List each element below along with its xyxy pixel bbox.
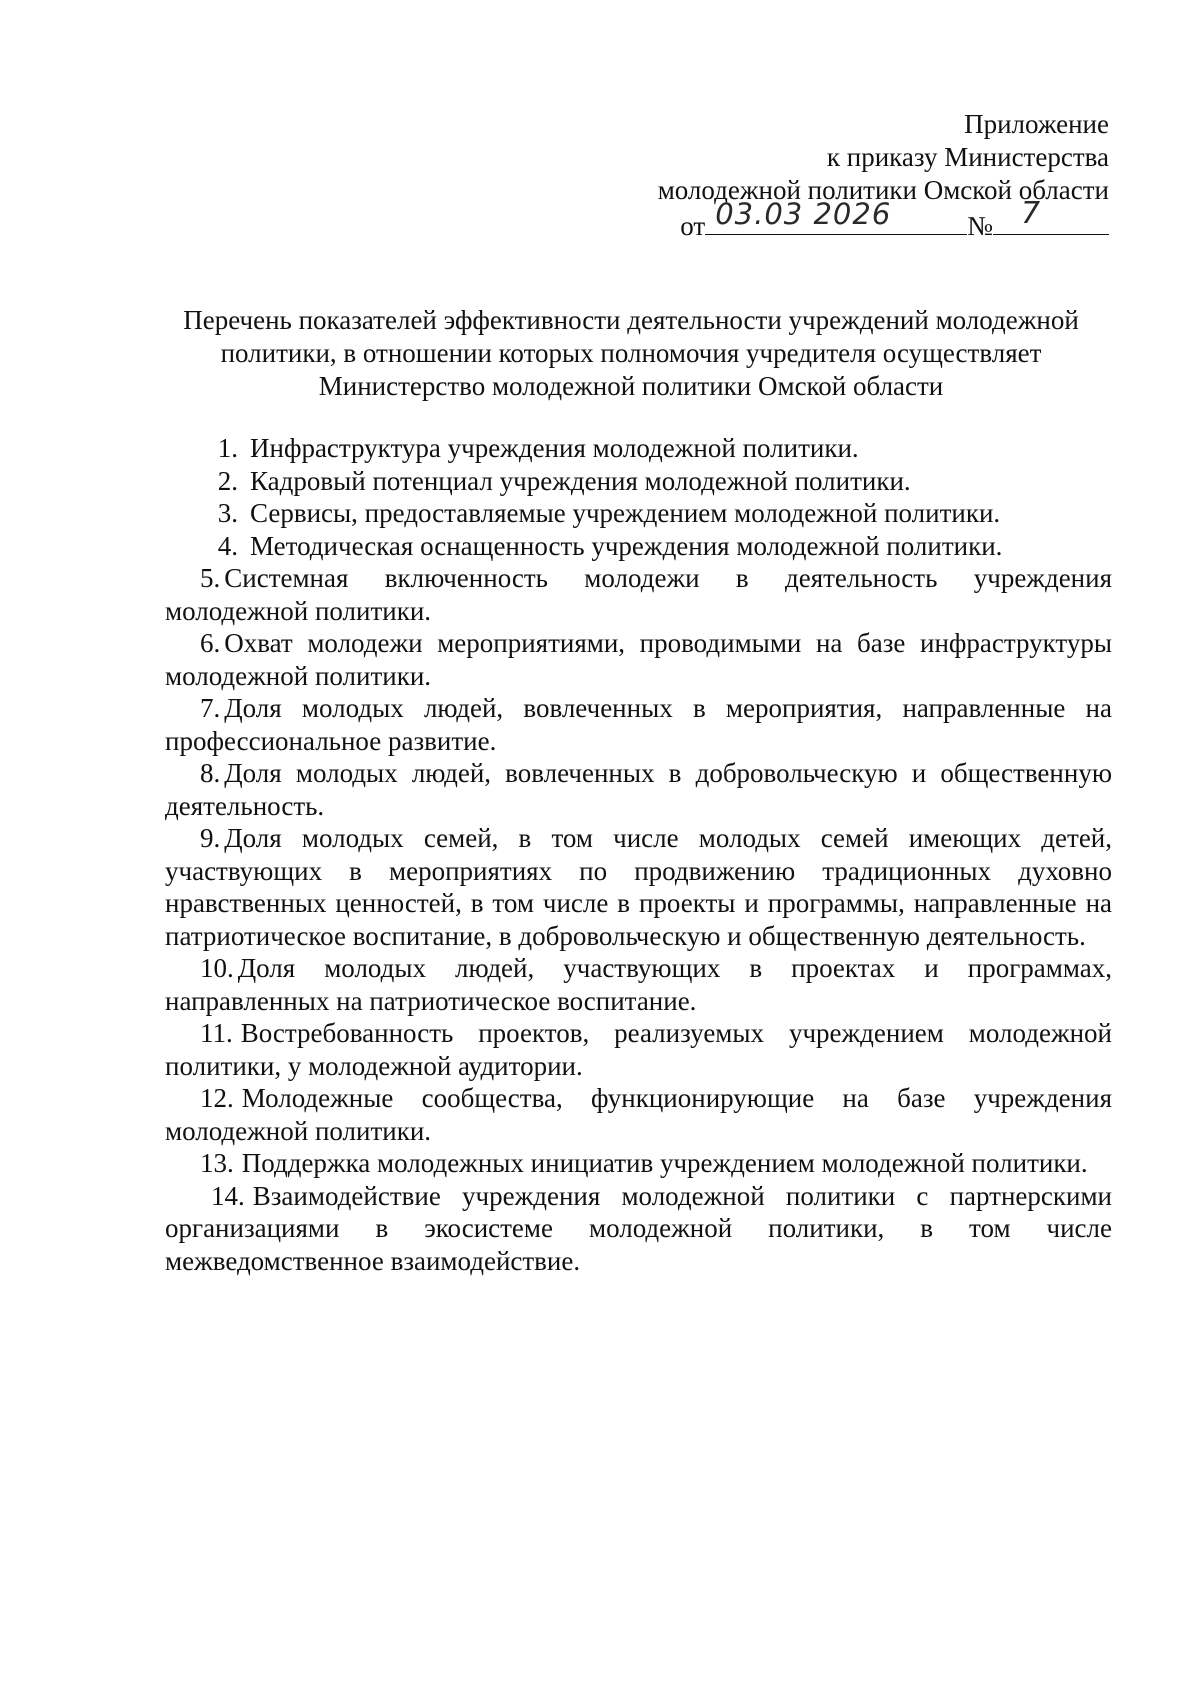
from-label: от bbox=[680, 211, 706, 241]
item-text: Взаимодействие учреждения молодежной политики с партнерскими организациями в экосистеме молодежной политики, в том числе межведомственное взаимодействие. bbox=[165, 1180, 1112, 1276]
date-field bbox=[705, 197, 967, 235]
item-text: Системная включенность молодежи в деятельность учреждения молодежной политики. bbox=[165, 563, 1112, 626]
number-label: № bbox=[967, 211, 993, 241]
item-text: Поддержка молодежных инициатив учреждением молодежной политики. bbox=[241, 1148, 1088, 1178]
item-number: 2. bbox=[217, 465, 238, 496]
title-line-1: Перечень показателей эффективности деятельности учреждений молодежной bbox=[183, 305, 1079, 335]
item-number: 11. bbox=[200, 1018, 233, 1048]
item-number: 6. bbox=[200, 628, 221, 658]
item-number: 13. bbox=[200, 1148, 234, 1178]
item-number: 7. bbox=[200, 693, 221, 723]
list-item bbox=[165, 1017, 1112, 1082]
item-number: 3. bbox=[217, 498, 238, 528]
appendix-header bbox=[658, 108, 1109, 243]
list-item bbox=[165, 465, 1112, 498]
list-item bbox=[165, 1082, 1112, 1147]
item-text: Инфраструктура учреждения молодежной политики. bbox=[250, 433, 859, 463]
item-number: 12. bbox=[200, 1083, 234, 1113]
item-number: 9. bbox=[200, 823, 221, 853]
item-number: 14. bbox=[211, 1180, 245, 1211]
list-item bbox=[165, 627, 1112, 692]
number-field bbox=[993, 196, 1109, 235]
list-item bbox=[165, 952, 1112, 1017]
title-line-2: политики, в отношении которых полномочия учредителя осуществляет bbox=[220, 338, 1042, 368]
item-text: Кадровый потенциал учреждения молодежной политики. bbox=[250, 465, 911, 496]
appendix-label: Приложение bbox=[964, 109, 1109, 139]
list-item bbox=[165, 1180, 1112, 1278]
handwritten-number: 7 bbox=[1021, 196, 1042, 231]
item-text: Доля молодых людей, участвующих в проектах и программах, направленных на патриотическое воспитание. bbox=[165, 953, 1112, 1016]
ministry-name: молодежной политики Омской области bbox=[657, 175, 1109, 205]
item-text: Методическая оснащенность учреждения молодежной политики. bbox=[250, 530, 1003, 561]
item-number: 10. bbox=[200, 953, 234, 983]
item-text: Охват молодежи мероприятиями, проводимыми на базе инфраструктуры молодежной политики. bbox=[165, 628, 1112, 691]
item-number: 8. bbox=[200, 758, 221, 788]
order-date-number-line bbox=[658, 196, 1109, 243]
item-text: Доля молодых людей, вовлеченных в добровольческую и общественную деятельность. bbox=[165, 758, 1112, 821]
list-item bbox=[165, 692, 1112, 757]
item-number: 4. bbox=[217, 530, 238, 561]
item-number: 1. bbox=[217, 433, 238, 463]
list-item bbox=[165, 822, 1112, 952]
title-line-3: Министерство молодежной политики Омской области bbox=[318, 371, 944, 401]
item-text: Сервисы, предоставляемые учреждением молодежной политики. bbox=[250, 498, 1001, 528]
item-text: Востребованность проектов, реализуемых учреждением молодежной политики, у молодежной аудитории. bbox=[165, 1018, 1112, 1081]
item-number: 5. bbox=[200, 563, 221, 593]
item-text: Доля молодых семей, в том числе молодых семей имеющих детей, участвующих в мероприятиях по продвижению традиционных духовно нравственных ценностей, в том числе в проекты и программы, направленные на патриотическое воспитание, в добровольческую и общественную деятельность. bbox=[165, 823, 1112, 951]
item-text: Молодежные сообщества, функционирующие на базе учреждения молодежной политики. bbox=[165, 1083, 1112, 1146]
list-item bbox=[165, 530, 1112, 563]
handwritten-date: 03.03 2026 bbox=[715, 197, 892, 231]
list-item bbox=[165, 432, 1112, 465]
item-text: Доля молодых людей, вовлеченных в мероприятия, направленные на профессиональное развитие. bbox=[165, 693, 1112, 756]
list-item bbox=[165, 757, 1112, 822]
list-item bbox=[165, 1147, 1112, 1180]
list-item bbox=[165, 497, 1112, 530]
document-title bbox=[150, 304, 1112, 403]
order-reference: к приказу Министерства bbox=[826, 142, 1109, 172]
list-item bbox=[165, 562, 1112, 627]
indicator-list bbox=[165, 432, 1112, 1277]
